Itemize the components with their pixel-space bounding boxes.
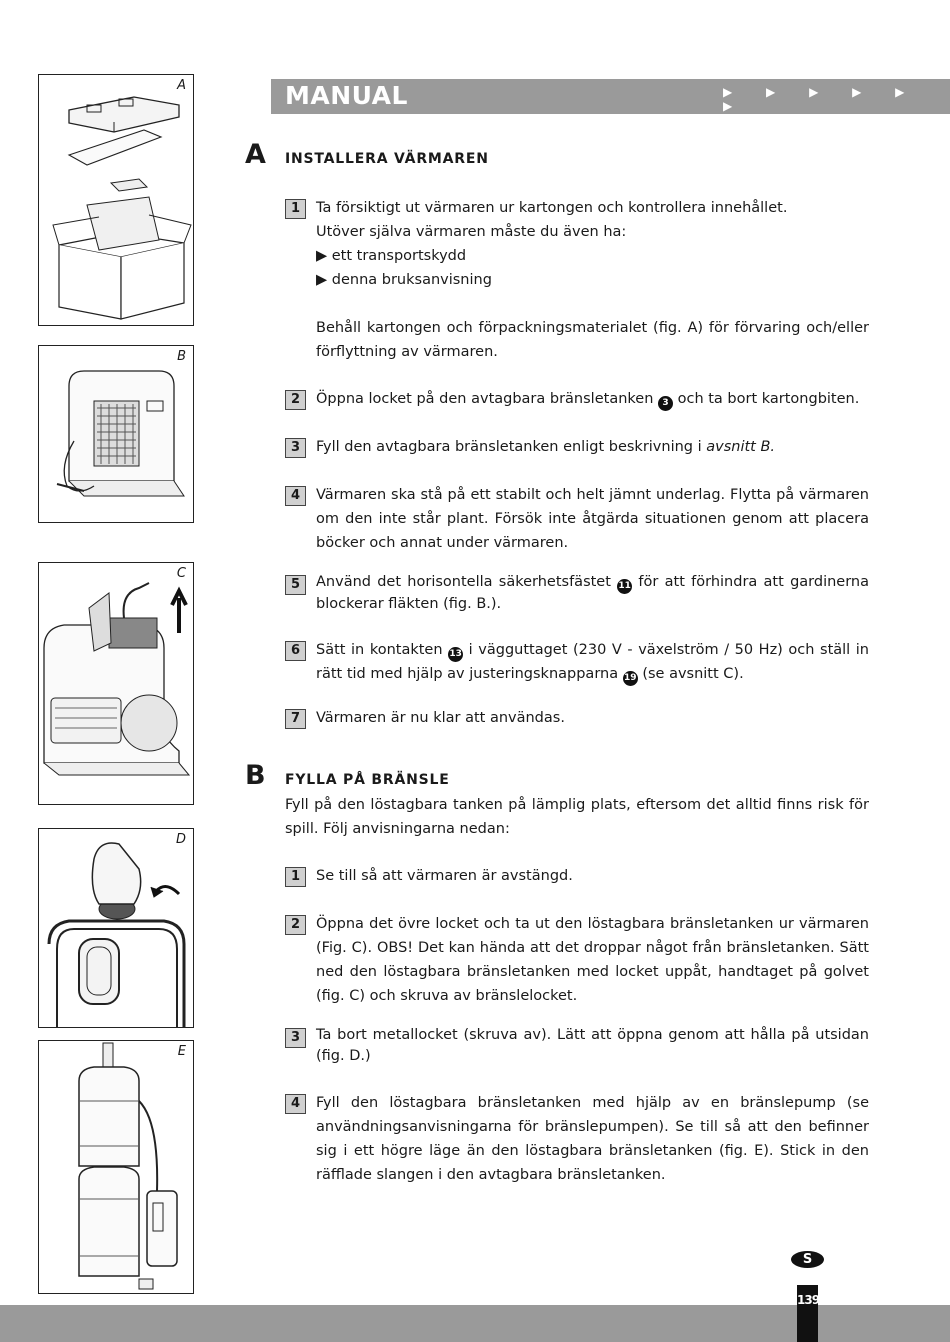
step-number: 4 [285, 486, 306, 506]
step-text: Öppna det övre locket och ta ut den löstagbara bränsletanken ur värmaren (Fig. C). OBS! Det kan hända att det droppar något från bränsletanken. Sätt ned den löstagbara bränsletanken med locket uppåt, handtaget på golvet (fig. C) och skruva av bränslelocket. [316, 916, 869, 1004]
step-text: Öppna locket på den avtagbara bränsletanken 3 och ta bort kartongbiten. [316, 387, 869, 411]
step-text: Använd det horisontella säkerhetsfästet 11 för att förhindra att gardinerna blockerar fläkten (fig. B.). [316, 574, 869, 612]
bullet-item: ▶ ett transportskydd [316, 248, 467, 264]
section-b-letter: B [245, 760, 266, 791]
figure-label: D [175, 832, 186, 847]
part-ref-badge: 3 [658, 396, 673, 411]
figure-label: C [176, 566, 186, 581]
figure-label: B [177, 349, 186, 364]
step-text: Utöver själva värmaren måste du även ha: [316, 224, 627, 240]
step-number: 2 [285, 915, 306, 935]
step-text: Se till så att värmaren är avstängd. [316, 868, 573, 884]
remove-tank-illustration [39, 563, 193, 804]
step-text: Ta försiktigt ut värmaren ur kartongen och kontrollera innehållet. [316, 200, 788, 216]
step-text: Fyll den löstagbara bränsletanken med hjälp av en bränslepump (se användningsanvisningarna för bränslepumpen). Se till så att den befinner sig i ett högre läge än den löstagbara bränsletanken (fig. E). Stick in den räfflade slangen i den avtagbara bränsletanken. [316, 1095, 869, 1183]
packaging-box-illustration [39, 75, 193, 325]
step-text: Fyll den avtagbara bränsletanken enligt beskrivning i avsnitt B. [316, 439, 776, 455]
unscrew-cap-illustration [39, 829, 193, 1027]
page-number-tab [797, 1285, 818, 1342]
header-bar [271, 79, 950, 114]
figure-d [38, 828, 194, 1028]
bullet-item: ▶ denna bruksanvisning [316, 272, 492, 288]
part-ref-badge: 13 [448, 647, 463, 662]
step-text: Värmaren ska stå på ett stabilt och helt jämnt underlag. Flytta på värmaren om den inte står plant. Försök inte åtgärda situationen genom att placera böcker och annat under värmaren. [316, 487, 869, 551]
language-badge: S [791, 1251, 824, 1268]
step-number: 1 [285, 199, 306, 219]
fuel-pump-illustration [39, 1041, 193, 1293]
page-number: 139 [797, 1293, 820, 1307]
step-number: 6 [285, 641, 306, 661]
step-number: 3 [285, 438, 306, 458]
step-number: 4 [285, 1094, 306, 1114]
section-a-letter: A [245, 139, 266, 170]
step-number: 2 [285, 390, 306, 410]
figure-a [38, 74, 194, 326]
section-b-title: FYLLA PÅ BRÄNSLE [285, 772, 450, 788]
section-a-title: INSTALLERA VÄRMAREN [285, 151, 489, 167]
page-title: MANUAL [285, 81, 408, 110]
step-number: 5 [285, 575, 306, 595]
step-text: Värmaren är nu klar att användas. [316, 710, 565, 726]
step-number: 3 [285, 1028, 306, 1048]
header-arrows: ▶ ▶ ▶ ▶ ▶ ▶ [723, 85, 920, 113]
section-b-intro: Fyll på den löstagbara tanken på lämplig plats, eftersom det alltid finns risk för spill. Följ anvisningarna nedan: [285, 797, 869, 837]
step-text: Behåll kartongen och förpackningsmaterialet (fig. A) för förvaring och/eller förflyttning av värmaren. [316, 320, 869, 360]
step-text: Sätt in kontakten 13 i vägguttaget (230 V - växelström / 50 Hz) och ställ in rätt tid med hjälp av justeringsknapparna 19 (se avsnitt C). [316, 638, 869, 686]
figure-label: A [177, 78, 186, 93]
step-number: 7 [285, 709, 306, 729]
step-number: 1 [285, 867, 306, 887]
figure-c [38, 562, 194, 805]
figure-b [38, 345, 194, 523]
part-ref-badge: 19 [623, 671, 638, 686]
part-ref-badge: 11 [617, 579, 632, 594]
figure-label: E [177, 1044, 186, 1059]
figure-e [38, 1040, 194, 1294]
heater-rear-illustration [39, 346, 193, 522]
step-text: Ta bort metallocket (skruva av). Lätt att öppna genom att hålla på utsidan (fig. D.) [316, 1027, 869, 1064]
